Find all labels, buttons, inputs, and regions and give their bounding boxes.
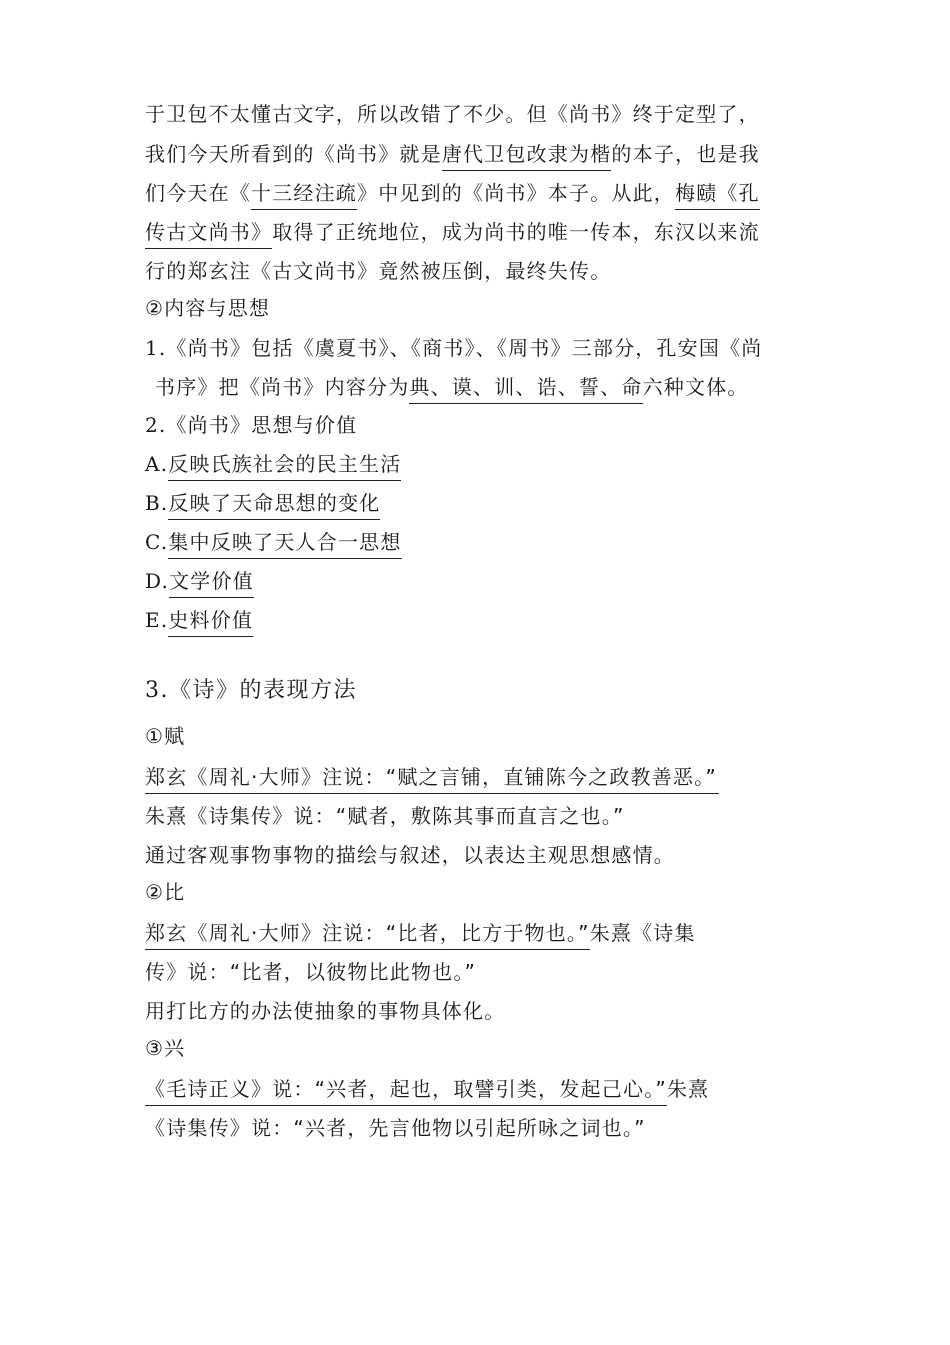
- paragraph-line: [145, 1114, 646, 1142]
- item-number: 1.: [145, 336, 167, 360]
- paragraph-line: [145, 802, 625, 830]
- subsection-title: [145, 1034, 185, 1062]
- underlined-text: 集中反映了天人合一思想: [168, 530, 401, 559]
- text: 我们今天所看到的《尚书》就是: [145, 142, 442, 166]
- paragraph-line: [145, 179, 760, 207]
- text: 《尚书》思想与价值: [166, 413, 358, 437]
- section-heading: [145, 677, 357, 705]
- item-letter: A.: [145, 452, 169, 476]
- underlined-text: 郑玄《周礼·大师》注说：“比者，比方于物也。”: [145, 921, 590, 950]
- sub-item-b: [145, 489, 380, 517]
- paragraph-line: [145, 1075, 709, 1103]
- underlined-text: 《毛诗正义》说：“兴者，起也，取譬引类，发起己心。”: [145, 1077, 667, 1106]
- subsection-title: [145, 722, 185, 750]
- paragraph-line: [145, 100, 760, 128]
- sub-item-d: [145, 567, 254, 595]
- paragraph-line: [145, 257, 611, 285]
- text: 的本子，也是我: [611, 142, 760, 166]
- text: 朱熹: [666, 1077, 710, 1101]
- text: 》中见到的《尚书》本子。从此，: [357, 181, 675, 205]
- text: 朱熹《诗集: [589, 921, 696, 945]
- underlined-text: 郑玄《周礼·大师》注说：“赋之言铺，直铺陈今之政教善恶。”: [145, 765, 719, 794]
- subsection-title-text: ②比: [145, 880, 186, 904]
- paragraph-line: [145, 763, 719, 791]
- underlined-text: 唐代卫包改隶为楷: [442, 142, 612, 171]
- text: 们今天在《: [145, 181, 251, 205]
- sub-item-a: [145, 450, 401, 478]
- item-letter: E.: [145, 608, 169, 632]
- text: 朱熹《诗集传》说：“赋者，敷陈其事而直言之也。”: [145, 804, 625, 828]
- text: 用打比方的办法使抽象的事物具体化。: [145, 999, 506, 1023]
- heading-text: ②内容与思想: [145, 296, 271, 320]
- paragraph-line: [145, 140, 760, 168]
- paragraph-line: [145, 958, 476, 986]
- underlined-text: 反映了天命思想的变化: [168, 491, 380, 520]
- underlined-text: 典、谟、训、诰、誓、命: [409, 375, 642, 404]
- item-letter: D.: [145, 569, 170, 593]
- heading-number: 3.: [145, 678, 169, 703]
- underlined-text: 十三经注疏: [251, 181, 357, 210]
- text: 取得了正统地位，成为尚书的唯一传本，东汉以来流: [272, 220, 760, 244]
- heading-text: 《诗》的表现方法: [169, 678, 358, 703]
- text: 书序》把《尚书》内容分为: [155, 375, 410, 399]
- list-item: [145, 411, 357, 439]
- underlined-text: 史料价值: [168, 608, 253, 637]
- subsection-title-text: ①赋: [145, 724, 186, 748]
- text: 于卫包不太懂古文字，所以改错了不少。但《尚书》终于定型了，: [145, 102, 760, 126]
- underlined-text: 传古文尚书》: [145, 220, 272, 249]
- text: 通过客观事物事物的描绘与叙述，以表达主观思想感情。: [145, 843, 675, 867]
- underlined-text: 文学价值: [169, 569, 254, 598]
- underlined-text: 反映氏族社会的民主生活: [168, 452, 401, 481]
- subsection-title-text: ③兴: [145, 1036, 186, 1060]
- list-item-continuation: [155, 373, 749, 401]
- text: 《诗集传》说：“兴者，先言他物以引起所咏之词也。”: [145, 1116, 646, 1140]
- item-number: 2.: [145, 413, 167, 437]
- item-letter: C.: [145, 530, 169, 554]
- section-heading: [145, 294, 270, 322]
- text: 《尚书》包括《虞夏书》、《商书》、《周书》三部分，孔安国《尚: [166, 336, 763, 360]
- item-letter: B.: [145, 491, 169, 515]
- paragraph-line: [145, 997, 505, 1025]
- paragraph-line: [145, 841, 675, 869]
- sub-item-c: [145, 528, 402, 556]
- paragraph-line: [145, 919, 696, 947]
- paragraph-line: [145, 218, 760, 246]
- sub-item-e: [145, 606, 253, 634]
- list-item: [145, 334, 762, 362]
- text: 传》说：“比者，以彼物比此物也。”: [145, 960, 477, 984]
- text: 行的郑玄注《古文尚书》竟然被压倒，最终失传。: [145, 259, 612, 283]
- text: 六种文体。: [642, 375, 749, 399]
- underlined-text: 梅赜《孔: [675, 181, 760, 210]
- subsection-title: [145, 878, 185, 906]
